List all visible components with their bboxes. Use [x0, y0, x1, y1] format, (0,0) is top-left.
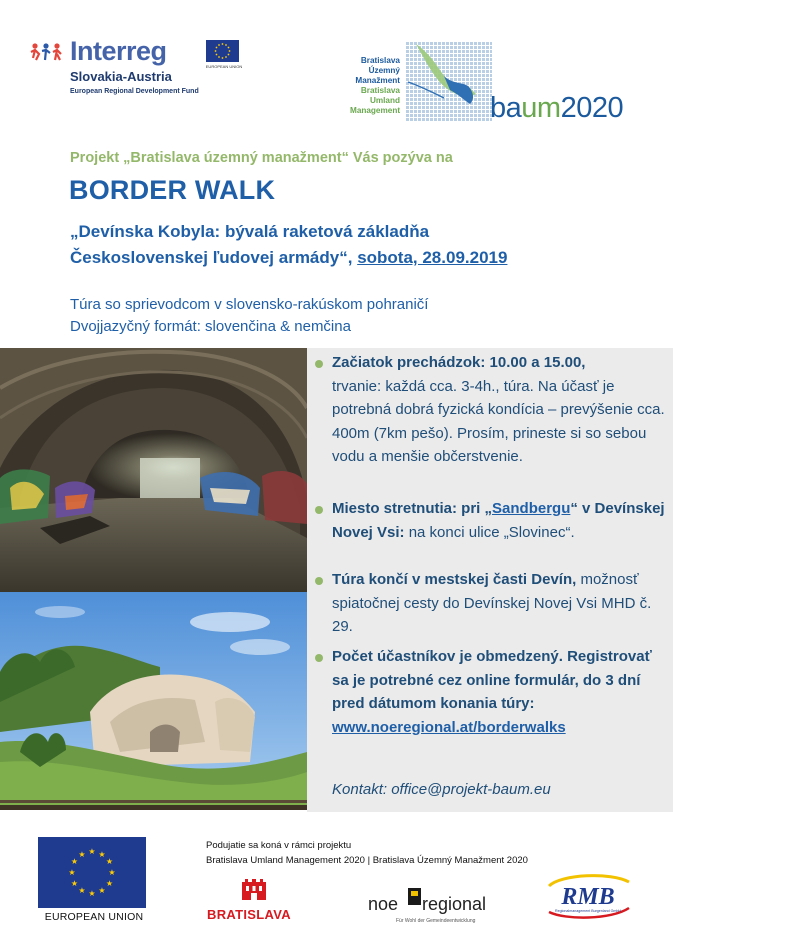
interreg-fund: European Regional Development Fund: [70, 88, 199, 95]
eu-label: EUROPEAN UNION: [44, 911, 144, 923]
baum-wordmark-year: 2020: [560, 92, 624, 124]
noe-tagline: Für Wohl der Gemeindeentwicklung: [396, 918, 476, 924]
intro-text: Projekt „Bratislava územný manažment“ Vás pozýva na: [70, 150, 453, 166]
subtitle-line-2: [70, 245, 630, 271]
eu-flag-icon: [38, 837, 146, 908]
description-line-2: Dvojjazyčný formát: slovenčina & nemčina: [70, 318, 351, 335]
start-time-bold: Začiatok prechádzok: 10.00 a 15.00,: [332, 354, 586, 371]
noe-regional-logo: [368, 888, 498, 928]
meeting-label-a: Miesto stretnutia: pri „: [332, 500, 493, 517]
noe-text: noe: [368, 894, 399, 914]
noe-square-icon: [408, 888, 421, 905]
eu-flag-small-icon: [206, 40, 239, 62]
info-end: [332, 568, 672, 639]
svg-text:★: ★: [105, 879, 114, 888]
end-label: Túra končí v mestskej časti Devín,: [332, 571, 577, 588]
bullet-icon: [315, 577, 323, 585]
interreg-subtitle: Slovakia-Austria: [70, 69, 172, 84]
support-line-1: Podujatie sa koná v rámci projektu: [206, 840, 352, 851]
contact-text[interactable]: Kontakt: office@projekt-baum.eu: [332, 781, 551, 798]
svg-text:★: ★: [70, 857, 79, 866]
baum-wordmark-ba: ba: [490, 92, 522, 124]
bullet-icon: [315, 506, 323, 514]
info-meeting: [332, 497, 672, 544]
baum-logo-text: [350, 56, 400, 116]
page-title: BORDER WALK: [69, 175, 276, 205]
quarry-photo: [0, 592, 307, 810]
bratislava-logo: [207, 878, 307, 928]
rmb-text: RMB: [561, 884, 615, 910]
bullet-icon: [315, 654, 323, 662]
svg-text:★: ★: [70, 879, 79, 888]
baum-line: Územný: [368, 66, 400, 75]
support-text: [206, 838, 528, 868]
bunker-photo: [0, 348, 307, 592]
interreg-logo: [30, 36, 243, 98]
svg-text:★: ★: [68, 868, 76, 877]
bullet-icon: [315, 360, 323, 368]
svg-text:★: ★: [78, 886, 86, 895]
info-start: [332, 351, 672, 469]
info-registration: [332, 645, 672, 739]
baum-line: Manažment: [355, 76, 400, 85]
interreg-figures-icon: [30, 42, 64, 64]
baum-wordmark: [490, 92, 623, 125]
svg-text:★: ★: [78, 850, 86, 859]
subtitle-line-1: „Devínska Kobyla: bývalá raketová základňa: [70, 222, 430, 241]
svg-text:★: ★: [88, 847, 96, 856]
meeting-label-b: “ v Devínskej Novej Vsi:: [332, 500, 665, 541]
baum-line: Management: [350, 106, 401, 115]
baum-map-icon: [406, 42, 492, 122]
meeting-details: na konci ulice „Slovinec“.: [404, 523, 575, 541]
baum-line: Umland: [369, 96, 400, 105]
baum-wordmark-um: um: [521, 92, 561, 124]
subtitle-line-2-text: Československej ľudovej armády“,: [70, 248, 353, 267]
svg-text:★: ★: [88, 889, 96, 898]
support-line-2: Bratislava Umland Management 2020 | Bratislava Územný Manažment 2020: [206, 855, 528, 866]
baum-line: Bratislava: [360, 56, 400, 65]
interreg-name: Interreg: [70, 36, 167, 66]
baum-logo: [350, 42, 650, 124]
end-details: možnosť spiatočnej cesty do Devínskej Novej Vsi MHD č. 29.: [332, 571, 652, 635]
svg-text:★: ★: [98, 850, 106, 859]
rmb-tagline: Regionalmanagement Burgenland GmbH: [555, 909, 621, 913]
svg-text:★: ★: [108, 868, 116, 877]
baum-line: Bratislava: [360, 86, 400, 95]
start-details: trvanie: každá cca. 3-4h., túra. Na účasť je potrebná dobrá fyzická kondícia – prevýšenie cca. 400m (7km pešo). Prosím, prineste si so sebou vodu a menšie občerstvenie.: [332, 377, 665, 465]
bratislava-castle-icon: [241, 878, 267, 900]
event-date: sobota, 28.09.2019: [357, 248, 508, 267]
rmb-logo: [541, 872, 635, 920]
interreg-eu-label: EUROPEAN UNION: [205, 64, 243, 69]
sandberg-link[interactable]: Sandbergu: [492, 500, 571, 517]
registration-link[interactable]: www.noeregional.at/borderwalks: [332, 718, 566, 736]
svg-text:★: ★: [98, 886, 106, 895]
bratislava-label: BRATISLAVA: [207, 907, 291, 922]
regional-text: regional: [422, 894, 487, 914]
event-subtitle: [70, 219, 630, 271]
svg-text:★: ★: [105, 857, 114, 866]
registration-text: Počet účastníkov je obmedzený. Registrovať sa je potrebné cez online formulár, do 3 dní pred dátumom konania túry:: [332, 648, 652, 712]
description-line-1: Túra so sprievodcom v slovensko-rakúskom pohraničí: [70, 296, 429, 313]
info-panel: [307, 348, 673, 812]
